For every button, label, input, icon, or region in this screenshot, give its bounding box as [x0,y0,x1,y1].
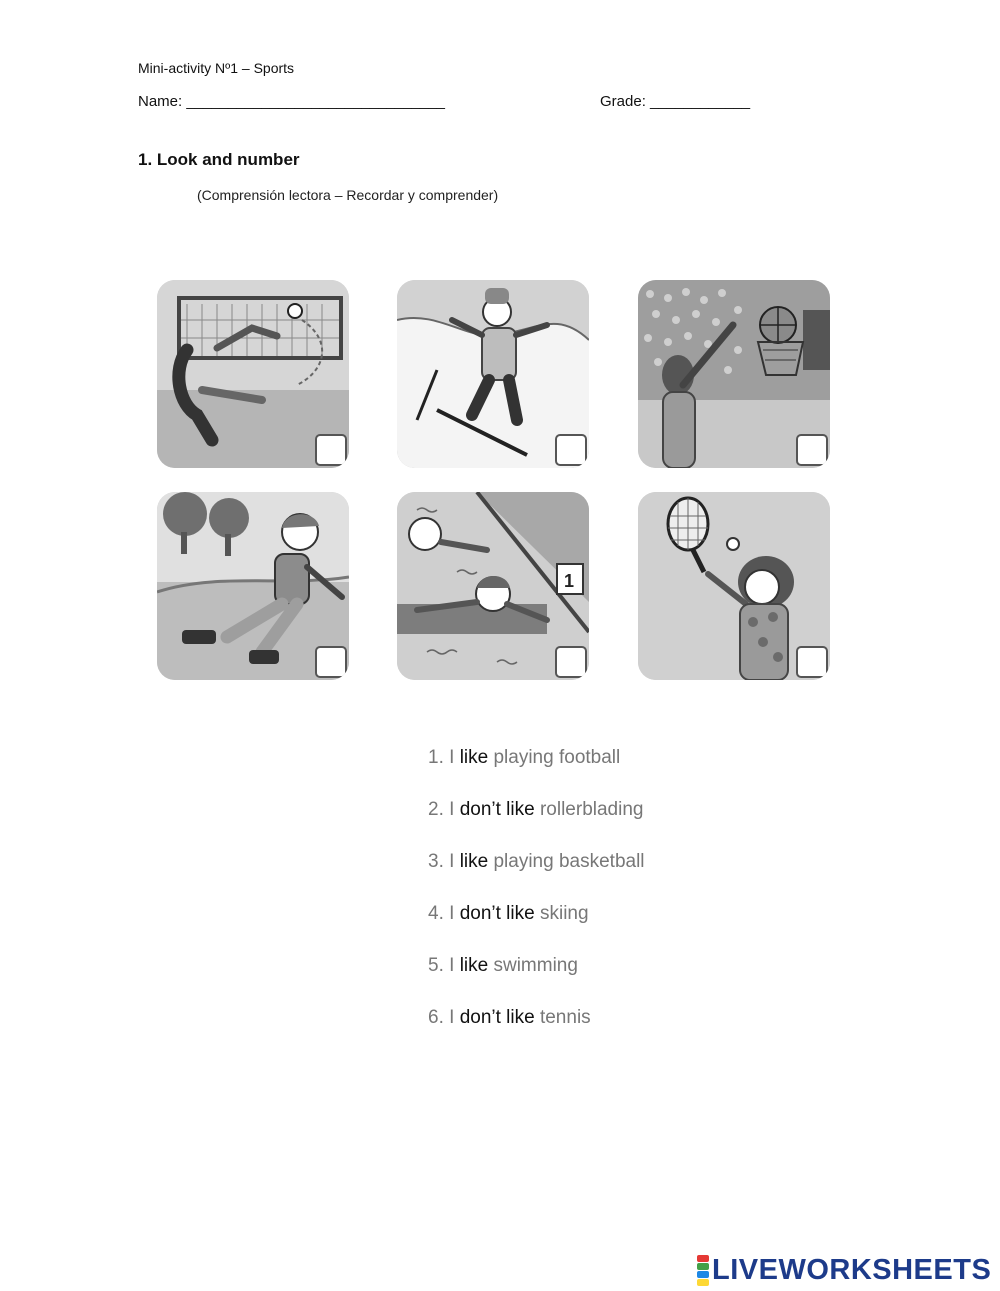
logo-block-green [697,1263,709,1270]
section-title: 1. Look and number [138,150,300,169]
picture-card-football [157,280,349,468]
sentence-2-key: don’t like [459,799,535,820]
sentence-6 [428,1005,645,1057]
answer-box-rollerblading[interactable] [315,646,347,678]
sentence-2-prefix: 2. I [428,799,460,820]
sentence-4-rest: skiing [534,903,589,924]
sentence-2 [428,797,645,849]
sentence-3 [428,849,645,901]
picture-card-basketball [638,280,830,468]
sentence-1-key: like [459,747,489,768]
sentence-6-key: don’t like [459,1007,535,1028]
sentence-2-rest: rollerblading [534,799,644,820]
worksheet-title: Mini-activity Nº1 – Sports [138,60,295,76]
sentence-list [428,745,645,1057]
sentence-1-rest: playing football [488,747,621,768]
liveworksheets-logo[interactable] [697,1252,991,1288]
logo-block-yellow [697,1279,709,1286]
answer-box-skiing[interactable] [555,434,587,466]
answer-box-swimming[interactable] [555,646,587,678]
picture-card-tennis [638,492,830,680]
sentence-3-rest: playing basketball [488,851,645,872]
answer-box-basketball[interactable] [796,434,828,466]
sentence-5 [428,953,645,1005]
logo-block-red [697,1255,709,1262]
logo-blocks-icon [697,1255,709,1286]
sentence-1 [428,745,645,797]
svg-text:1: 1 [564,571,575,591]
picture-card-rollerblading [157,492,349,680]
sentence-6-prefix: 6. I [428,1007,460,1028]
section-subtitle: (Comprensión lectora – Recordar y comprender) [197,187,499,203]
sentence-5-rest: swimming [488,955,578,976]
sentence-6-rest: tennis [534,1007,591,1028]
sentence-3-key: like [459,851,489,872]
answer-box-tennis[interactable] [796,646,828,678]
sentence-4-prefix: 4. I [428,903,460,924]
logo-text: LIVEWORKSHEETS [712,1253,992,1286]
name-field-label: Name: _______________________________ [138,93,445,110]
sentence-1-prefix: 1. I [428,747,460,768]
sentence-3-prefix: 3. I [428,851,460,872]
sentence-5-prefix: 5. I [428,955,460,976]
sentence-4-key: don’t like [459,903,535,924]
sentence-5-key: like [459,955,489,976]
logo-block-blue [697,1271,709,1278]
sentence-4 [428,901,645,953]
answer-box-football[interactable] [315,434,347,466]
grade-field-label: Grade: ____________ [600,93,751,110]
picture-card-swimming [397,492,589,680]
picture-card-skiing [397,280,589,468]
